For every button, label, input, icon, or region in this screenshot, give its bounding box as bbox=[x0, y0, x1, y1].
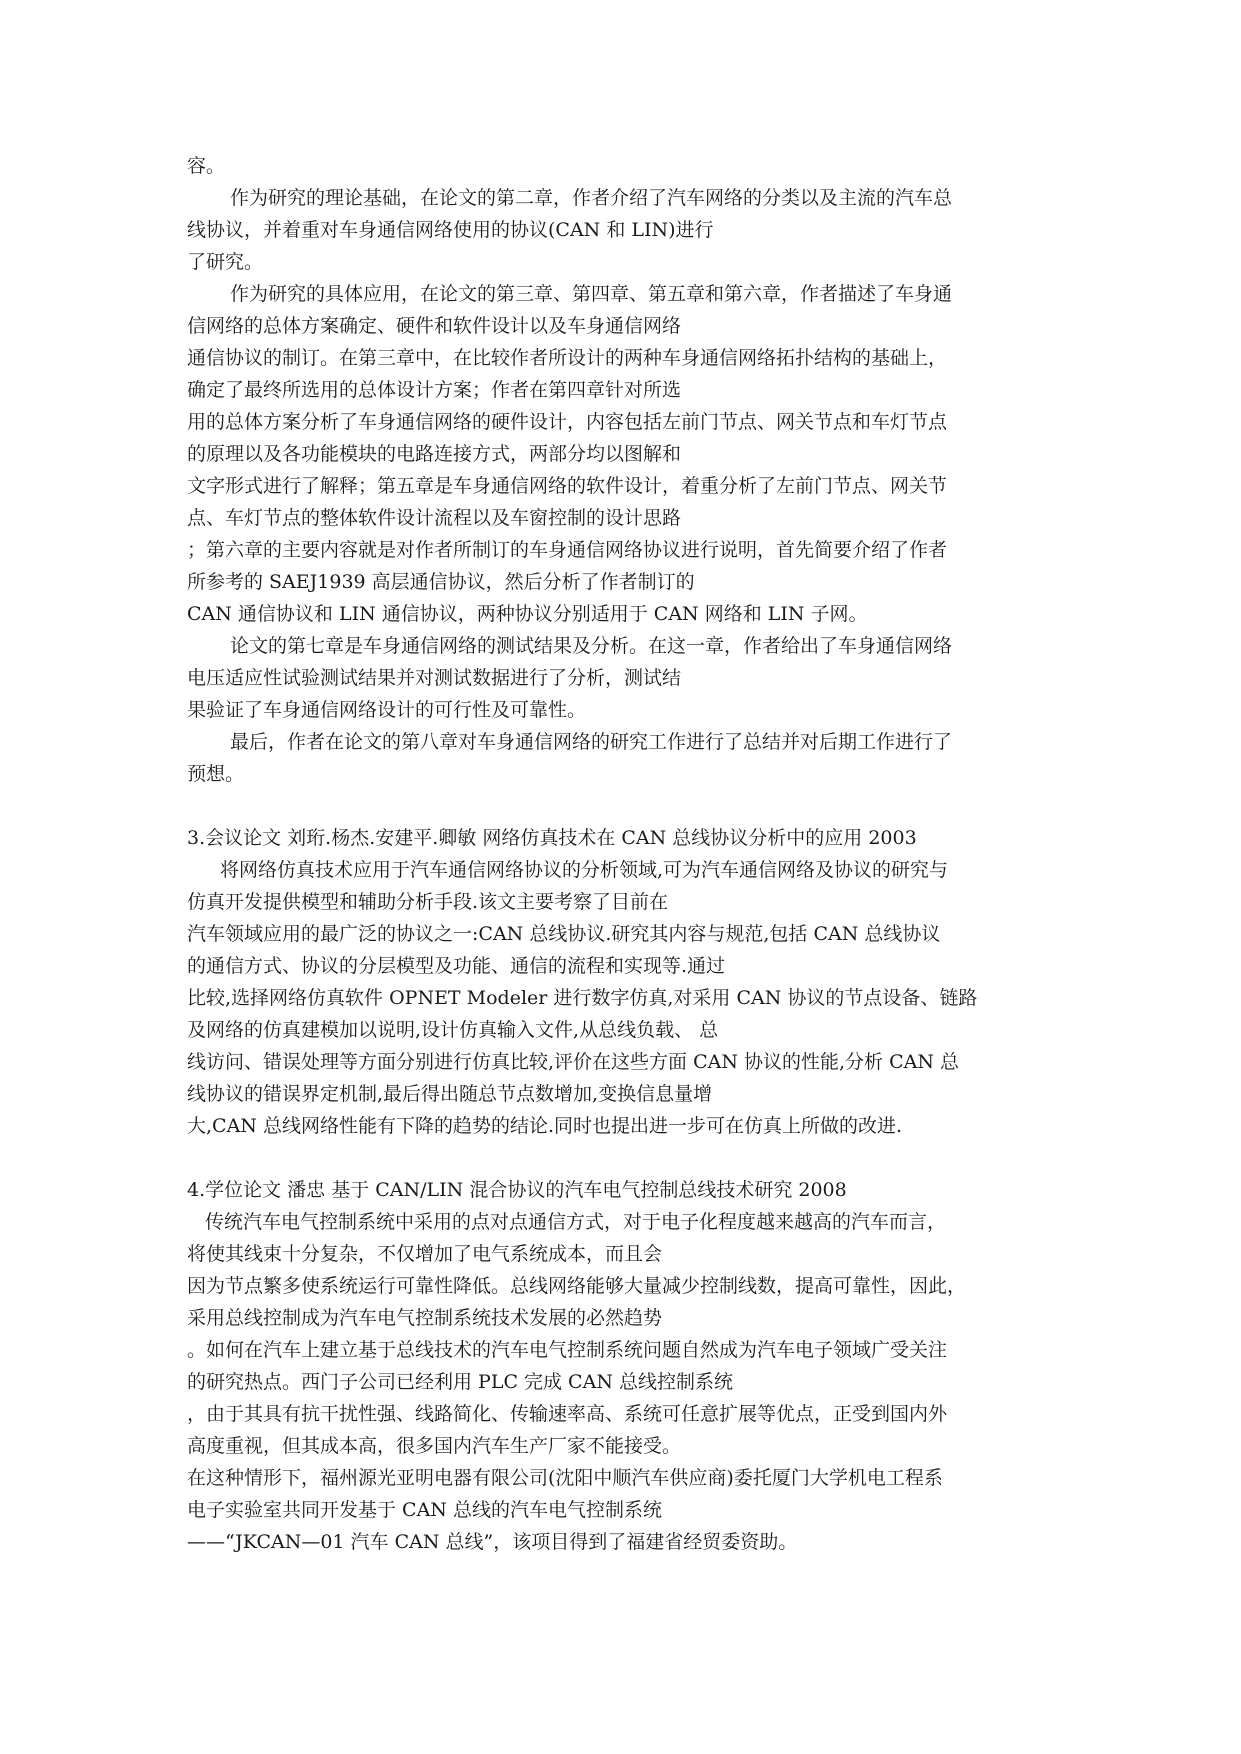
text-line: 信网络的总体方案确定、硬件和软件设计以及车身通信网络 bbox=[187, 315, 682, 337]
text-line: 及网络的仿真建模加以说明,设计仿真输入文件,从总线负载、 总 bbox=[187, 1019, 719, 1041]
paragraph-start: 作为研究的理论基础，在论文的第二章，作者介绍了汽车网络的分类以及主流的汽车总 bbox=[230, 187, 953, 209]
section-degree-thesis bbox=[187, 1174, 1067, 1558]
paragraph-start: 论文的第七章是车身通信网络的测试结果及分析。在这一章，作者给出了车身通信网络 bbox=[230, 635, 953, 657]
text-line: 仿真开发提供模型和辅助分析手段.该文主要考察了目前在 bbox=[187, 891, 669, 913]
paragraph-start: 作为研究的具体应用，在论文的第三章、第四章、第五章和第六章，作者描述了车身通 bbox=[230, 283, 953, 305]
text-line: CAN 通信协议和 LIN 通信协议，两种协议分别适用于 CAN 网络和 LIN 子网。 bbox=[187, 603, 868, 625]
text-line: 高度重视，但其成本高，很多国内汽车生产厂家不能接受。 bbox=[187, 1435, 682, 1457]
text-line: 预想。 bbox=[187, 763, 245, 785]
text-line: 电子实验室共同开发基于 CAN 总线的汽车电气控制系统 bbox=[187, 1499, 662, 1521]
text-line: 大,CAN 总线网络性能有下降的趋势的结论.同时也提出进一步可在仿真上所做的改进. bbox=[187, 1115, 903, 1137]
text-line: 线访问、错误处理等方面分别进行仿真比较,评价在这些方面 CAN 协议的性能,分析 CAN 总 bbox=[187, 1051, 960, 1073]
text-line: 因为节点繁多使系统运行可靠性降低。总线网络能够大量减少控制线数，提高可靠性，因此， bbox=[187, 1275, 967, 1297]
text-line: 汽车领域应用的最广泛的协议之一:CAN 总线协议.研究其内容与规范,包括 CAN 总线协议 bbox=[187, 923, 941, 945]
text-line: 采用总线控制成为汽车电气控制系统技术发展的必然趋势 bbox=[187, 1307, 663, 1329]
text-line: 果验证了车身通信网络设计的可行性及可靠性。 bbox=[187, 699, 587, 721]
text-line: 的研究热点。西门子公司已经利用 PLC 完成 CAN 总线控制系统 bbox=[187, 1371, 733, 1393]
text-line: 文字形式进行了解释；第五章是车身通信网络的软件设计，着重分析了左前门节点、网关节 bbox=[187, 475, 948, 497]
section-spacer bbox=[187, 1142, 1067, 1174]
document-page bbox=[187, 150, 1067, 1558]
text-line: 的通信方式、协议的分层模型及功能、通信的流程和实现等.通过 bbox=[187, 955, 726, 977]
section-thesis-summary bbox=[187, 150, 1067, 790]
text-line: 线协议的错误界定机制,最后得出随总节点数增加,变换信息量增 bbox=[187, 1083, 713, 1105]
text-line: 用的总体方案分析了车身通信网络的硬件设计，内容包括左前门节点、网关节点和车灯节点 bbox=[187, 411, 948, 433]
section-conference-paper bbox=[187, 822, 1067, 1142]
text-line: ；第六章的主要内容就是对作者所制订的车身通信网络协议进行说明，首先简要介绍了作者 bbox=[187, 539, 948, 561]
text-line: ，由于其具有抗干扰性强、线路简化、传输速率高、系统可任意扩展等优点，正受到国内外 bbox=[187, 1403, 948, 1425]
text-line: 容。 bbox=[187, 155, 226, 177]
text-line: 的原理以及各功能模块的电路连接方式，两部分均以图解和 bbox=[187, 443, 682, 465]
paragraph-start: 将网络仿真技术应用于汽车通信网络协议的分析领域,可为汽车通信网络及协议的研究与 bbox=[220, 859, 949, 881]
text-line: 电压适应性试验测试结果并对测试数据进行了分析，测试结 bbox=[187, 667, 682, 689]
text-line: 了研究。 bbox=[187, 251, 264, 273]
text-line: 在这种情形下，福州源光亚明电器有限公司(沈阳中顺汽车供应商)委托厦门大学机电工程系 bbox=[187, 1467, 943, 1489]
paragraph-start: 最后，作者在论文的第八章对车身通信网络的研究工作进行了总结并对后期工作进行了 bbox=[230, 731, 953, 753]
text-line: 确定了最终所选用的总体设计方案；作者在第四章针对所选 bbox=[187, 379, 682, 401]
text-line: 所参考的 SAEJ1939 高层通信协议，然后分析了作者制订的 bbox=[187, 571, 695, 593]
text-line: 比较,选择网络仿真软件 OPNET Modeler 进行数字仿真,对采用 CAN 协议的节点设备、链路 bbox=[187, 987, 978, 1009]
section-heading: 4.学位论文 潘忠 基于 CAN/LIN 混合协议的汽车电气控制总线技术研究 2008 bbox=[187, 1179, 847, 1201]
text-line: ——“JKCAN—01 汽车 CAN 总线”，该项目得到了福建省经贸委资助。 bbox=[187, 1531, 798, 1553]
text-line: 。如何在汽车上建立基于总线技术的汽车电气控制系统问题自然成为汽车电子领域广受关注 bbox=[187, 1339, 948, 1361]
text-line: 将使其线束十分复杂，不仅增加了电气系统成本，而且会 bbox=[187, 1243, 663, 1265]
text-line: 点、车灯节点的整体软件设计流程以及车窗控制的设计思路 bbox=[187, 507, 682, 529]
paragraph-start: 传统汽车电气控制系统中采用的点对点通信方式，对于电子化程度越来越高的汽车而言， bbox=[205, 1211, 947, 1233]
section-heading: 3.会议论文 刘珩.杨杰.安建平.卿敏 网络仿真技术在 CAN 总线协议分析中的应用 2003 bbox=[187, 827, 917, 849]
text-line: 线协议，并着重对车身通信网络使用的协议(CAN 和 LIN)进行 bbox=[187, 219, 714, 241]
section-spacer bbox=[187, 790, 1067, 822]
text-line: 通信协议的制订。在第三章中，在比较作者所设计的两种车身通信网络拓扑结构的基础上， bbox=[187, 347, 948, 369]
